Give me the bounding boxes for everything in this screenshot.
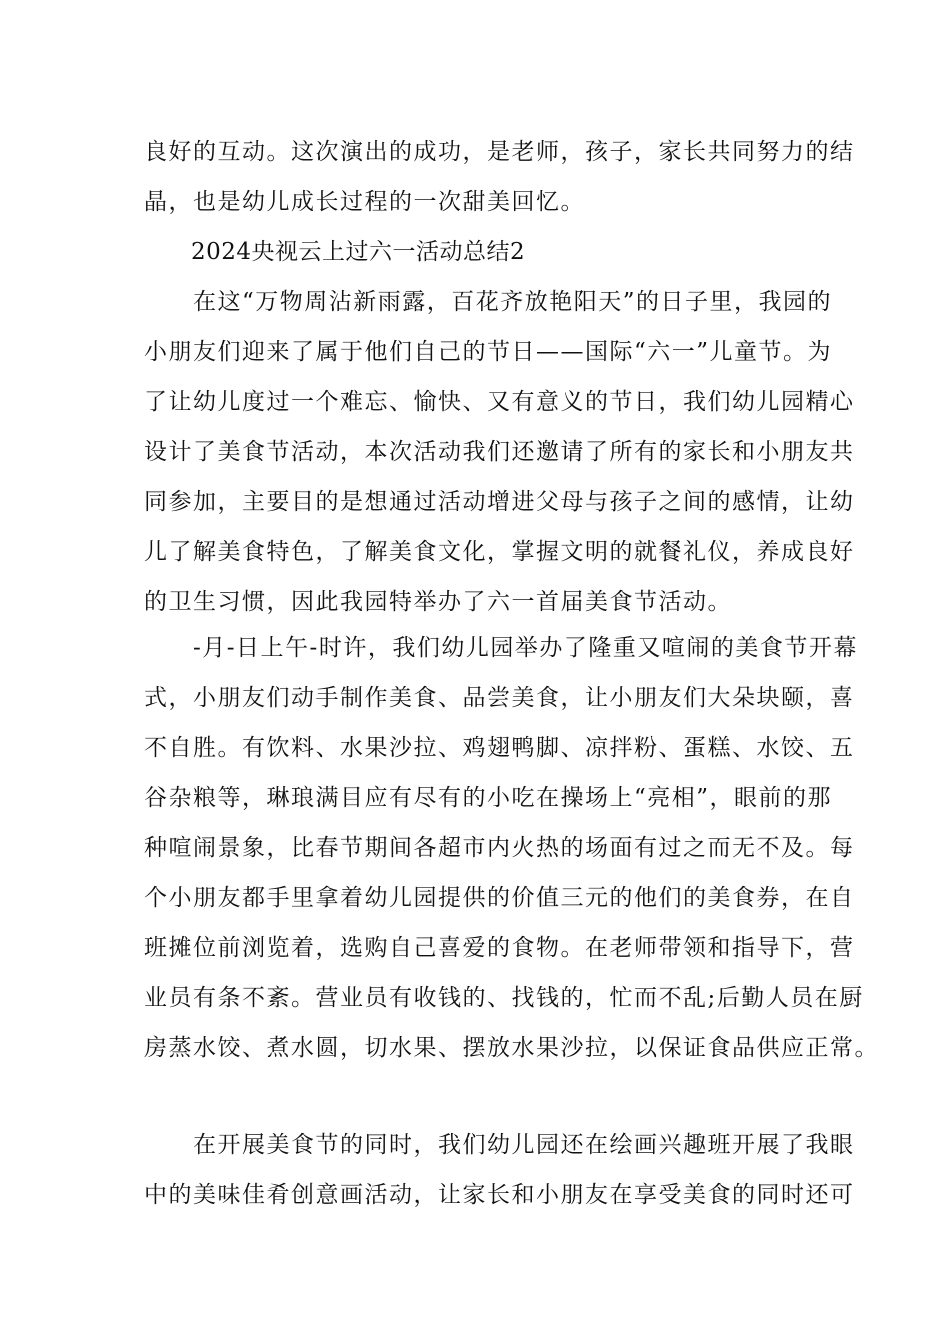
text-line: 式，小朋友们动手制作美食、品尝美食，让小朋友们大朵块颐，喜: [144, 685, 855, 711]
text-line: 班摊位前浏览着，选购自己喜爱的食物。在老师带领和指导下，营: [144, 935, 855, 961]
text-line: 儿了解美食特色，了解美食文化，掌握文明的就餐礼仪，养成良好: [144, 539, 855, 565]
text-line: 不自胜。有饮料、水果沙拉、鸡翅鸭脚、凉拌粉、蛋糕、水饺、五: [144, 735, 855, 761]
text-line: 设计了美食节活动，本次活动我们还邀请了所有的家长和小朋友共: [144, 439, 855, 465]
text-line: 谷杂粮等，琳琅满目应有尽有的小吃在操场上“亮相”，眼前的那: [144, 785, 833, 811]
text-line: 业员有条不紊。营业员有收钱的、找钱的，忙而不乱;后勤人员在厨: [144, 985, 864, 1011]
text-line: 中的美味佳肴创意画活动，让家长和小朋友在享受美食的同时还可: [144, 1182, 855, 1208]
text-line: 的卫生习惯，因此我园特举办了六一首届美食节活动。: [144, 589, 732, 615]
text-line: 房蒸水饺、煮水圆，切水果、摆放水果沙拉，以保证食品供应正常。: [144, 1035, 879, 1061]
text-line: 了让幼儿度过一个难忘、愉快、又有意义的节日，我们幼儿园精心: [144, 389, 855, 415]
text-line: 晶，也是幼儿成长过程的一次甜美回忆。: [144, 189, 585, 215]
text-line: 个小朋友都手里拿着幼儿园提供的价值三元的他们的美食券，在自: [144, 885, 855, 911]
text-line: 种喧闹景象，比春节期间各超市内火热的场面有过之而无不及。每: [144, 835, 855, 861]
text-line: 良好的互动。这次演出的成功，是老师，孩子，家长共同努力的结: [144, 139, 855, 165]
text-line: 在开展美食节的同时，我们幼儿园还在绘画兴趣班开展了我眼: [144, 1132, 855, 1158]
text-line: 小朋友们迎来了属于他们自己的节日——国际“六一”儿童节。为: [144, 339, 833, 365]
section-heading: 2024央视云上过六一活动总结2: [144, 239, 526, 265]
text-line: 同参加，主要目的是想通过活动增进父母与孩子之间的感情，让幼: [144, 489, 855, 515]
text-line: 在这“万物周沾新雨露，百花齐放艳阳天”的日子里，我园的: [144, 289, 833, 315]
text-line: -月-日上午-时许，我们幼儿园举办了隆重又喧闹的美食节开幕: [144, 635, 858, 661]
